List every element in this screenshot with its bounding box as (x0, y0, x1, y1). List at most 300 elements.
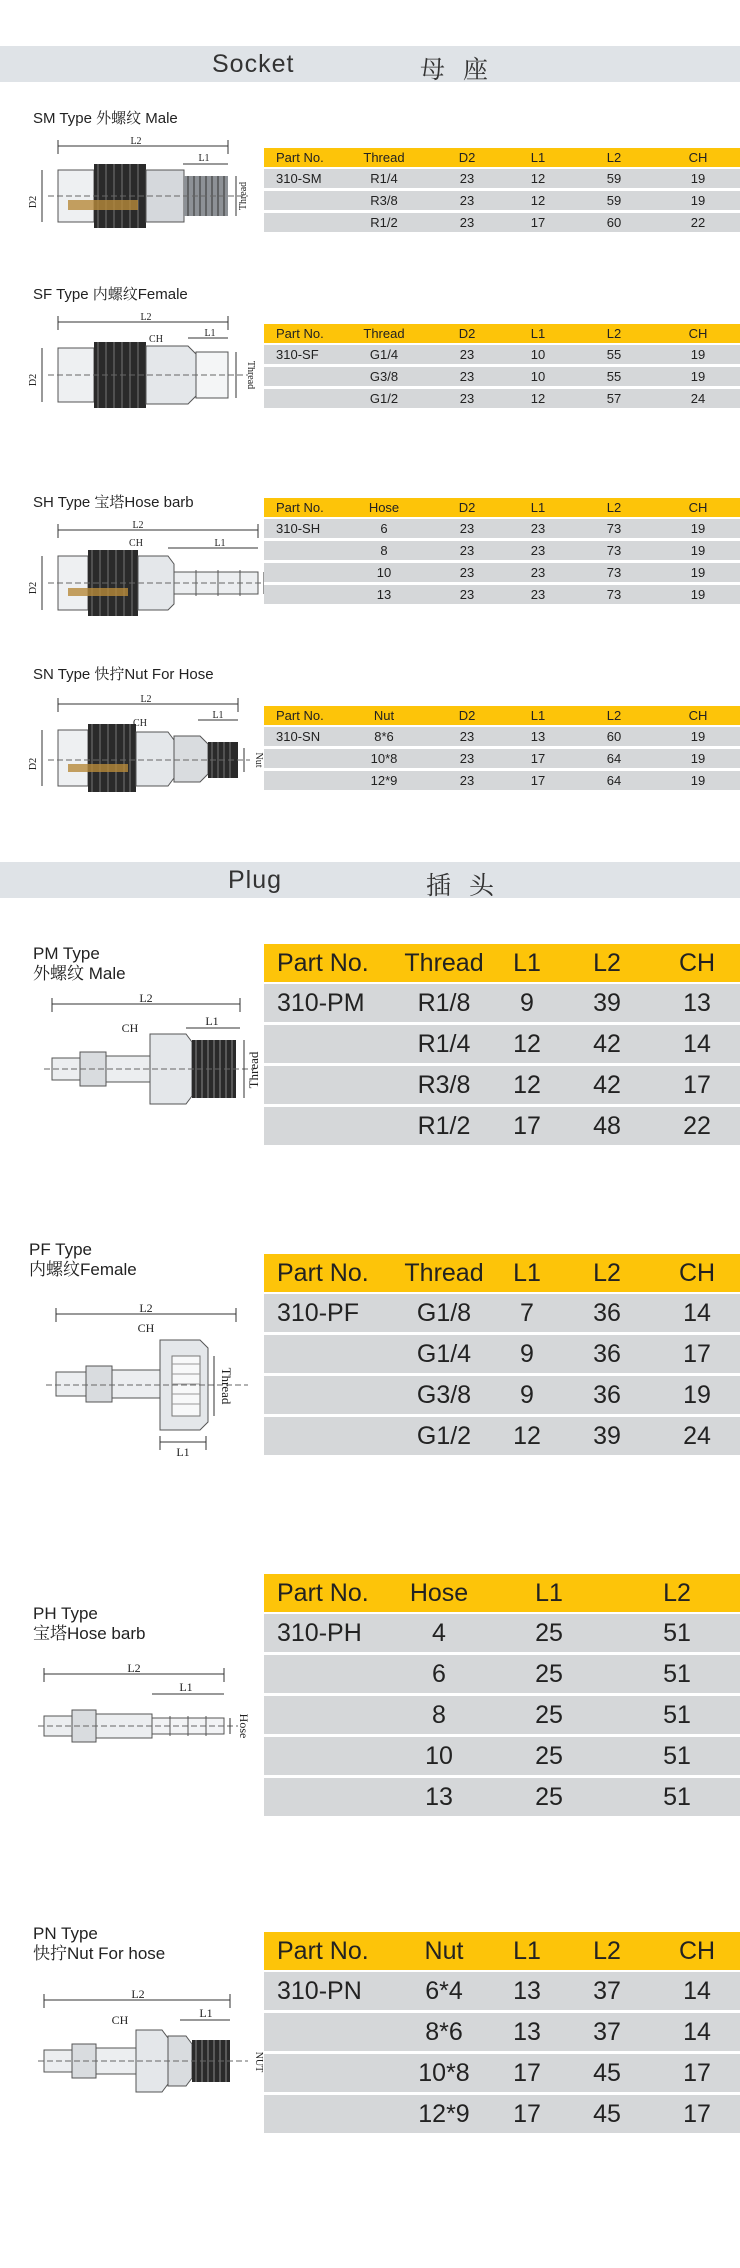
dim-label-l1: L1 (199, 2006, 213, 2020)
table-cell (264, 1106, 394, 1146)
sn-socket-drawing (28, 690, 268, 800)
table-row (264, 1375, 740, 1416)
header-cell: Thread (394, 1254, 494, 1293)
table-cell: 36 (560, 1293, 654, 1334)
table-cell: 19 (656, 584, 740, 605)
dim-label-thread: Thread (246, 1051, 261, 1089)
table-row (264, 1695, 740, 1736)
table-cell: 19 (656, 562, 740, 584)
type-name: PN Type (33, 1924, 98, 1943)
product-type-label (29, 1240, 137, 1281)
table-row (264, 190, 740, 212)
ph-spec-table (264, 1574, 740, 1816)
table-cell: G3/8 (338, 366, 430, 388)
table-cell: 23 (430, 726, 504, 748)
table-cell (264, 748, 338, 770)
dim-label-d2: D2 (28, 195, 39, 209)
header-cell: Hose (338, 498, 430, 518)
table-cell: 45 (560, 2094, 654, 2134)
header-cell: L1 (494, 1254, 560, 1293)
product-type-label: SN Type 快拧Nut For Hose (33, 666, 214, 683)
table-cell: 23 (430, 388, 504, 409)
table-cell: 23 (430, 562, 504, 584)
table-cell: 22 (654, 1106, 740, 1146)
table-cell (264, 2094, 394, 2134)
header-cell: Part No. (264, 944, 394, 983)
table-cell: 17 (654, 1334, 740, 1375)
table-cell: 13 (654, 983, 740, 1024)
pf-plug-drawing (36, 1300, 276, 1460)
dim-label-ch: CH (111, 2013, 129, 2027)
table-cell: 17 (654, 2094, 740, 2134)
type-name: PF Type (29, 1240, 92, 1259)
dim-label-l2: L2 (140, 312, 152, 323)
header-cell: Nut (338, 706, 430, 726)
table-cell: 23 (430, 344, 504, 366)
section-title-en: Plug (228, 866, 283, 894)
table-cell: 8*6 (394, 2012, 494, 2053)
table-cell: 51 (614, 1736, 740, 1777)
table-cell (264, 770, 338, 791)
type-description: 宝塔Hose barb (33, 1624, 146, 1644)
table-cell: 9 (494, 1334, 560, 1375)
table-cell: 73 (572, 584, 656, 605)
table-cell: 12 (494, 1065, 560, 1106)
table-cell: 13 (504, 726, 572, 748)
table-cell: 12 (494, 1416, 560, 1456)
table-cell: 19 (656, 748, 740, 770)
table-row (264, 168, 740, 190)
header-cell: L1 (504, 706, 572, 726)
table-cell (264, 366, 338, 388)
table-cell: 14 (654, 2012, 740, 2053)
table-cell: 19 (656, 168, 740, 190)
table-cell: G1/4 (394, 1334, 494, 1375)
table-cell: 59 (572, 168, 656, 190)
table-cell: 60 (572, 212, 656, 233)
table-cell: 19 (656, 366, 740, 388)
plug-section-bar (0, 862, 740, 898)
table-cell (264, 1654, 394, 1695)
header-cell: L1 (484, 1574, 614, 1613)
pn-plug-drawing (34, 1984, 274, 2104)
table-cell: 17 (504, 748, 572, 770)
header-cell: CH (654, 1932, 740, 1971)
table-cell: 310-SH (264, 518, 338, 540)
table-cell: 8 (394, 1695, 484, 1736)
table-cell: 19 (656, 770, 740, 791)
dim-label-l1: L1 (198, 153, 210, 164)
table-cell (264, 1736, 394, 1777)
table-cell: 17 (654, 2053, 740, 2094)
table-cell: 10*8 (394, 2053, 494, 2094)
table-cell: 310-SM (264, 168, 338, 190)
header-cell: L1 (504, 324, 572, 344)
table-row (264, 1065, 740, 1106)
table-cell: 13 (494, 2012, 560, 2053)
table-cell: 64 (572, 748, 656, 770)
dim-label-d2: D2 (28, 581, 39, 595)
table-header-row (264, 1254, 740, 1293)
table-cell: 10 (394, 1736, 484, 1777)
table-cell: G3/8 (394, 1375, 494, 1416)
table-cell: 23 (430, 366, 504, 388)
table-row (264, 1106, 740, 1146)
header-cell: L1 (504, 148, 572, 168)
pf-spec-table (264, 1254, 740, 1455)
table-cell: 19 (656, 540, 740, 562)
table-cell: 13 (338, 584, 430, 605)
table-row (264, 562, 740, 584)
header-cell: L2 (614, 1574, 740, 1613)
type-description: 内螺纹Female (29, 1260, 137, 1280)
table-cell: 73 (572, 562, 656, 584)
table-cell: 55 (572, 366, 656, 388)
dim-label-l1: L1 (204, 328, 216, 339)
product-type-label: SF Type 内螺纹Female (33, 286, 188, 303)
header-cell: Thread (338, 148, 430, 168)
dim-label-ch: CH (149, 334, 163, 345)
table-cell (264, 562, 338, 584)
sm-socket-drawing (28, 130, 268, 234)
table-cell (264, 1777, 394, 1817)
sn-spec-table (264, 706, 740, 790)
table-cell: 10*8 (338, 748, 430, 770)
table-cell: 25 (484, 1736, 614, 1777)
header-cell: L2 (572, 324, 656, 344)
table-cell: 73 (572, 540, 656, 562)
table-row (264, 983, 740, 1024)
table-cell: 10 (504, 344, 572, 366)
table-cell: 37 (560, 2012, 654, 2053)
table-cell: R1/2 (394, 1106, 494, 1146)
table-cell: 23 (430, 584, 504, 605)
dim-label-ch: CH (133, 718, 147, 729)
table-header-row (264, 944, 740, 983)
table-cell: 17 (504, 770, 572, 791)
table-cell (264, 1334, 394, 1375)
dim-label-l2: L2 (132, 520, 144, 531)
table-row (264, 770, 740, 791)
header-cell: Part No. (264, 706, 338, 726)
table-row (264, 366, 740, 388)
header-cell: L2 (560, 1932, 654, 1971)
table-header-row (264, 148, 740, 168)
table-cell: R1/2 (338, 212, 430, 233)
header-cell: Part No. (264, 148, 338, 168)
table-row (264, 1736, 740, 1777)
table-cell: 42 (560, 1024, 654, 1065)
header-cell: Part No. (264, 1574, 394, 1613)
type-name: PH Type (33, 1604, 98, 1623)
table-cell: 39 (560, 983, 654, 1024)
dim-label-l2: L2 (140, 694, 152, 705)
table-cell: 23 (504, 540, 572, 562)
sh-spec-table (264, 498, 740, 604)
table-cell: 42 (560, 1065, 654, 1106)
header-cell: D2 (430, 498, 504, 518)
table-cell: 55 (572, 344, 656, 366)
table-cell: 25 (484, 1654, 614, 1695)
pn-spec-table (264, 1932, 740, 2133)
table-row (264, 1293, 740, 1334)
table-cell: 36 (560, 1334, 654, 1375)
table-header-row (264, 324, 740, 344)
header-cell: D2 (430, 706, 504, 726)
table-header-row (264, 1574, 740, 1613)
product-type-label: SH Type 宝塔Hose barb (33, 494, 194, 511)
table-header-row (264, 498, 740, 518)
table-header-row (264, 706, 740, 726)
section-title-en: Socket (212, 50, 295, 78)
header-cell: L2 (572, 706, 656, 726)
table-cell: 14 (654, 1293, 740, 1334)
dim-label-l1: L1 (205, 1014, 219, 1028)
sh-socket-drawing (28, 516, 278, 620)
table-cell (264, 1065, 394, 1106)
table-cell: 13 (394, 1777, 484, 1817)
table-cell: 23 (504, 584, 572, 605)
table-cell: 23 (430, 190, 504, 212)
table-cell: 6 (338, 518, 430, 540)
table-cell (264, 540, 338, 562)
table-cell: 310-SF (264, 344, 338, 366)
table-cell (264, 1375, 394, 1416)
table-cell: 22 (656, 212, 740, 233)
table-row (264, 1777, 740, 1817)
header-cell: L2 (572, 148, 656, 168)
dim-label-d2: D2 (28, 373, 39, 387)
table-header-row (264, 1932, 740, 1971)
table-row (264, 1613, 740, 1654)
dim-label-hose: Hose (237, 1713, 251, 1739)
table-cell: 10 (338, 562, 430, 584)
section-title-cn: 母座 (420, 56, 507, 84)
table-cell: 73 (572, 518, 656, 540)
table-cell: 10 (504, 366, 572, 388)
product-type-label: SM Type 外螺纹 Male (33, 110, 178, 127)
table-cell: 19 (656, 726, 740, 748)
type-description: 外螺纹 Male (33, 964, 126, 984)
table-cell (264, 190, 338, 212)
table-cell: 60 (572, 726, 656, 748)
table-row (264, 518, 740, 540)
table-cell: 23 (430, 770, 504, 791)
table-cell: 14 (654, 1024, 740, 1065)
table-row (264, 726, 740, 748)
table-cell: 25 (484, 1695, 614, 1736)
table-row (264, 2053, 740, 2094)
table-cell: 12*9 (338, 770, 430, 791)
table-cell (264, 1416, 394, 1456)
table-cell: R3/8 (394, 1065, 494, 1106)
table-row (264, 2094, 740, 2134)
header-cell: Part No. (264, 324, 338, 344)
sm-spec-table (264, 148, 740, 232)
table-cell: G1/4 (338, 344, 430, 366)
dim-label-l2: L2 (131, 1987, 145, 2001)
table-cell: 51 (614, 1695, 740, 1736)
table-row (264, 540, 740, 562)
table-cell: 19 (656, 344, 740, 366)
dim-label-nut: Nut (253, 752, 264, 768)
table-cell (264, 2012, 394, 2053)
header-cell: Thread (338, 324, 430, 344)
table-cell: 36 (560, 1375, 654, 1416)
dim-label-ch: CH (137, 1321, 155, 1335)
ph-plug-drawing (34, 1660, 274, 1770)
table-cell: 23 (430, 540, 504, 562)
type-name: PM Type (33, 944, 100, 963)
dim-label-l1: L1 (176, 1445, 190, 1459)
section-title-cn: 插头 (426, 872, 513, 900)
header-cell: L1 (494, 944, 560, 983)
table-cell: 8 (338, 540, 430, 562)
header-cell: CH (656, 706, 740, 726)
table-cell: 37 (560, 1971, 654, 2012)
product-type-label (33, 1924, 165, 1965)
header-cell: Thread (394, 944, 494, 983)
table-cell: 17 (494, 2053, 560, 2094)
sf-spec-table (264, 324, 740, 408)
table-cell: 12*9 (394, 2094, 494, 2134)
table-row (264, 1024, 740, 1065)
pm-spec-table (264, 944, 740, 1145)
table-cell: 25 (484, 1613, 614, 1654)
table-cell: 17 (494, 1106, 560, 1146)
table-cell (264, 2053, 394, 2094)
table-cell: 12 (494, 1024, 560, 1065)
table-cell (264, 388, 338, 409)
dim-label-l2: L2 (130, 136, 142, 147)
table-cell: 24 (656, 388, 740, 409)
table-cell: 19 (654, 1375, 740, 1416)
dim-label-nut: NUT (253, 2051, 264, 2073)
product-type-label (33, 1604, 145, 1645)
dim-label-l1: L1 (179, 1680, 193, 1694)
table-cell: 23 (504, 562, 572, 584)
table-cell: 23 (430, 168, 504, 190)
header-cell: Nut (394, 1932, 494, 1971)
table-cell: R1/8 (394, 983, 494, 1024)
table-cell (264, 1024, 394, 1065)
table-cell (264, 1695, 394, 1736)
table-cell: G1/8 (394, 1293, 494, 1334)
pm-plug-drawing (36, 990, 276, 1110)
table-row (264, 1654, 740, 1695)
table-cell: G1/2 (338, 388, 430, 409)
table-cell: 12 (504, 388, 572, 409)
table-cell: 14 (654, 1971, 740, 2012)
header-cell: D2 (430, 148, 504, 168)
table-row (264, 388, 740, 409)
table-cell: 51 (614, 1613, 740, 1654)
table-cell (264, 212, 338, 233)
table-cell: 310-SN (264, 726, 338, 748)
table-cell: 6*4 (394, 1971, 494, 2012)
table-cell: 310-PH (264, 1613, 394, 1654)
table-cell: 23 (504, 518, 572, 540)
table-cell: R1/4 (338, 168, 430, 190)
dim-label-l2: L2 (127, 1661, 141, 1675)
table-cell: 64 (572, 770, 656, 791)
table-cell: 45 (560, 2053, 654, 2094)
dim-label-thread: Thread (219, 1367, 234, 1405)
dim-label-l2: L2 (139, 1301, 153, 1315)
sf-socket-drawing (28, 306, 268, 416)
socket-section-bar (0, 46, 740, 82)
header-cell: CH (656, 324, 740, 344)
table-row (264, 1416, 740, 1456)
table-cell: 59 (572, 190, 656, 212)
dim-label-l1: L1 (212, 710, 224, 721)
table-cell: 310-PN (264, 1971, 394, 2012)
dim-label-l1: L1 (214, 538, 226, 549)
header-cell: CH (656, 498, 740, 518)
table-cell: 57 (572, 388, 656, 409)
table-cell: 17 (494, 2094, 560, 2134)
table-cell: 17 (654, 1065, 740, 1106)
table-cell: 4 (394, 1613, 484, 1654)
header-cell: L2 (572, 498, 656, 518)
table-row (264, 2012, 740, 2053)
dim-label-ch: CH (121, 1021, 139, 1035)
product-type-label (33, 944, 126, 985)
table-cell: 7 (494, 1293, 560, 1334)
table-row (264, 1971, 740, 2012)
table-row (264, 344, 740, 366)
table-cell: 12 (504, 190, 572, 212)
table-row (264, 1334, 740, 1375)
header-cell: Hose (394, 1574, 484, 1613)
table-row (264, 212, 740, 233)
table-cell (264, 584, 338, 605)
table-cell: 19 (656, 518, 740, 540)
dim-label-l2: L2 (139, 991, 153, 1005)
header-cell: L1 (494, 1932, 560, 1971)
table-cell: 8*6 (338, 726, 430, 748)
table-cell: 48 (560, 1106, 654, 1146)
table-cell: 25 (484, 1777, 614, 1817)
table-cell: 51 (614, 1654, 740, 1695)
dim-label-ch: CH (129, 538, 143, 549)
table-cell: G1/2 (394, 1416, 494, 1456)
table-cell: R1/4 (394, 1024, 494, 1065)
table-cell: 12 (504, 168, 572, 190)
table-cell: 6 (394, 1654, 484, 1695)
header-cell: CH (654, 1254, 740, 1293)
table-cell: 51 (614, 1777, 740, 1817)
table-row (264, 584, 740, 605)
header-cell: Part No. (264, 498, 338, 518)
table-cell: 23 (430, 518, 504, 540)
table-cell: 23 (430, 748, 504, 770)
dim-label-thread: Thread (245, 360, 256, 390)
header-cell: Part No. (264, 1932, 394, 1971)
table-cell: 23 (430, 212, 504, 233)
header-cell: L2 (560, 944, 654, 983)
header-cell: CH (654, 944, 740, 983)
table-cell: 13 (494, 1971, 560, 2012)
table-cell: 17 (504, 212, 572, 233)
table-cell: 24 (654, 1416, 740, 1456)
dim-label-d2: D2 (28, 757, 39, 771)
dim-label-thread: Thread (238, 181, 249, 211)
header-cell: CH (656, 148, 740, 168)
header-cell: L2 (560, 1254, 654, 1293)
table-row (264, 748, 740, 770)
table-cell: 9 (494, 1375, 560, 1416)
